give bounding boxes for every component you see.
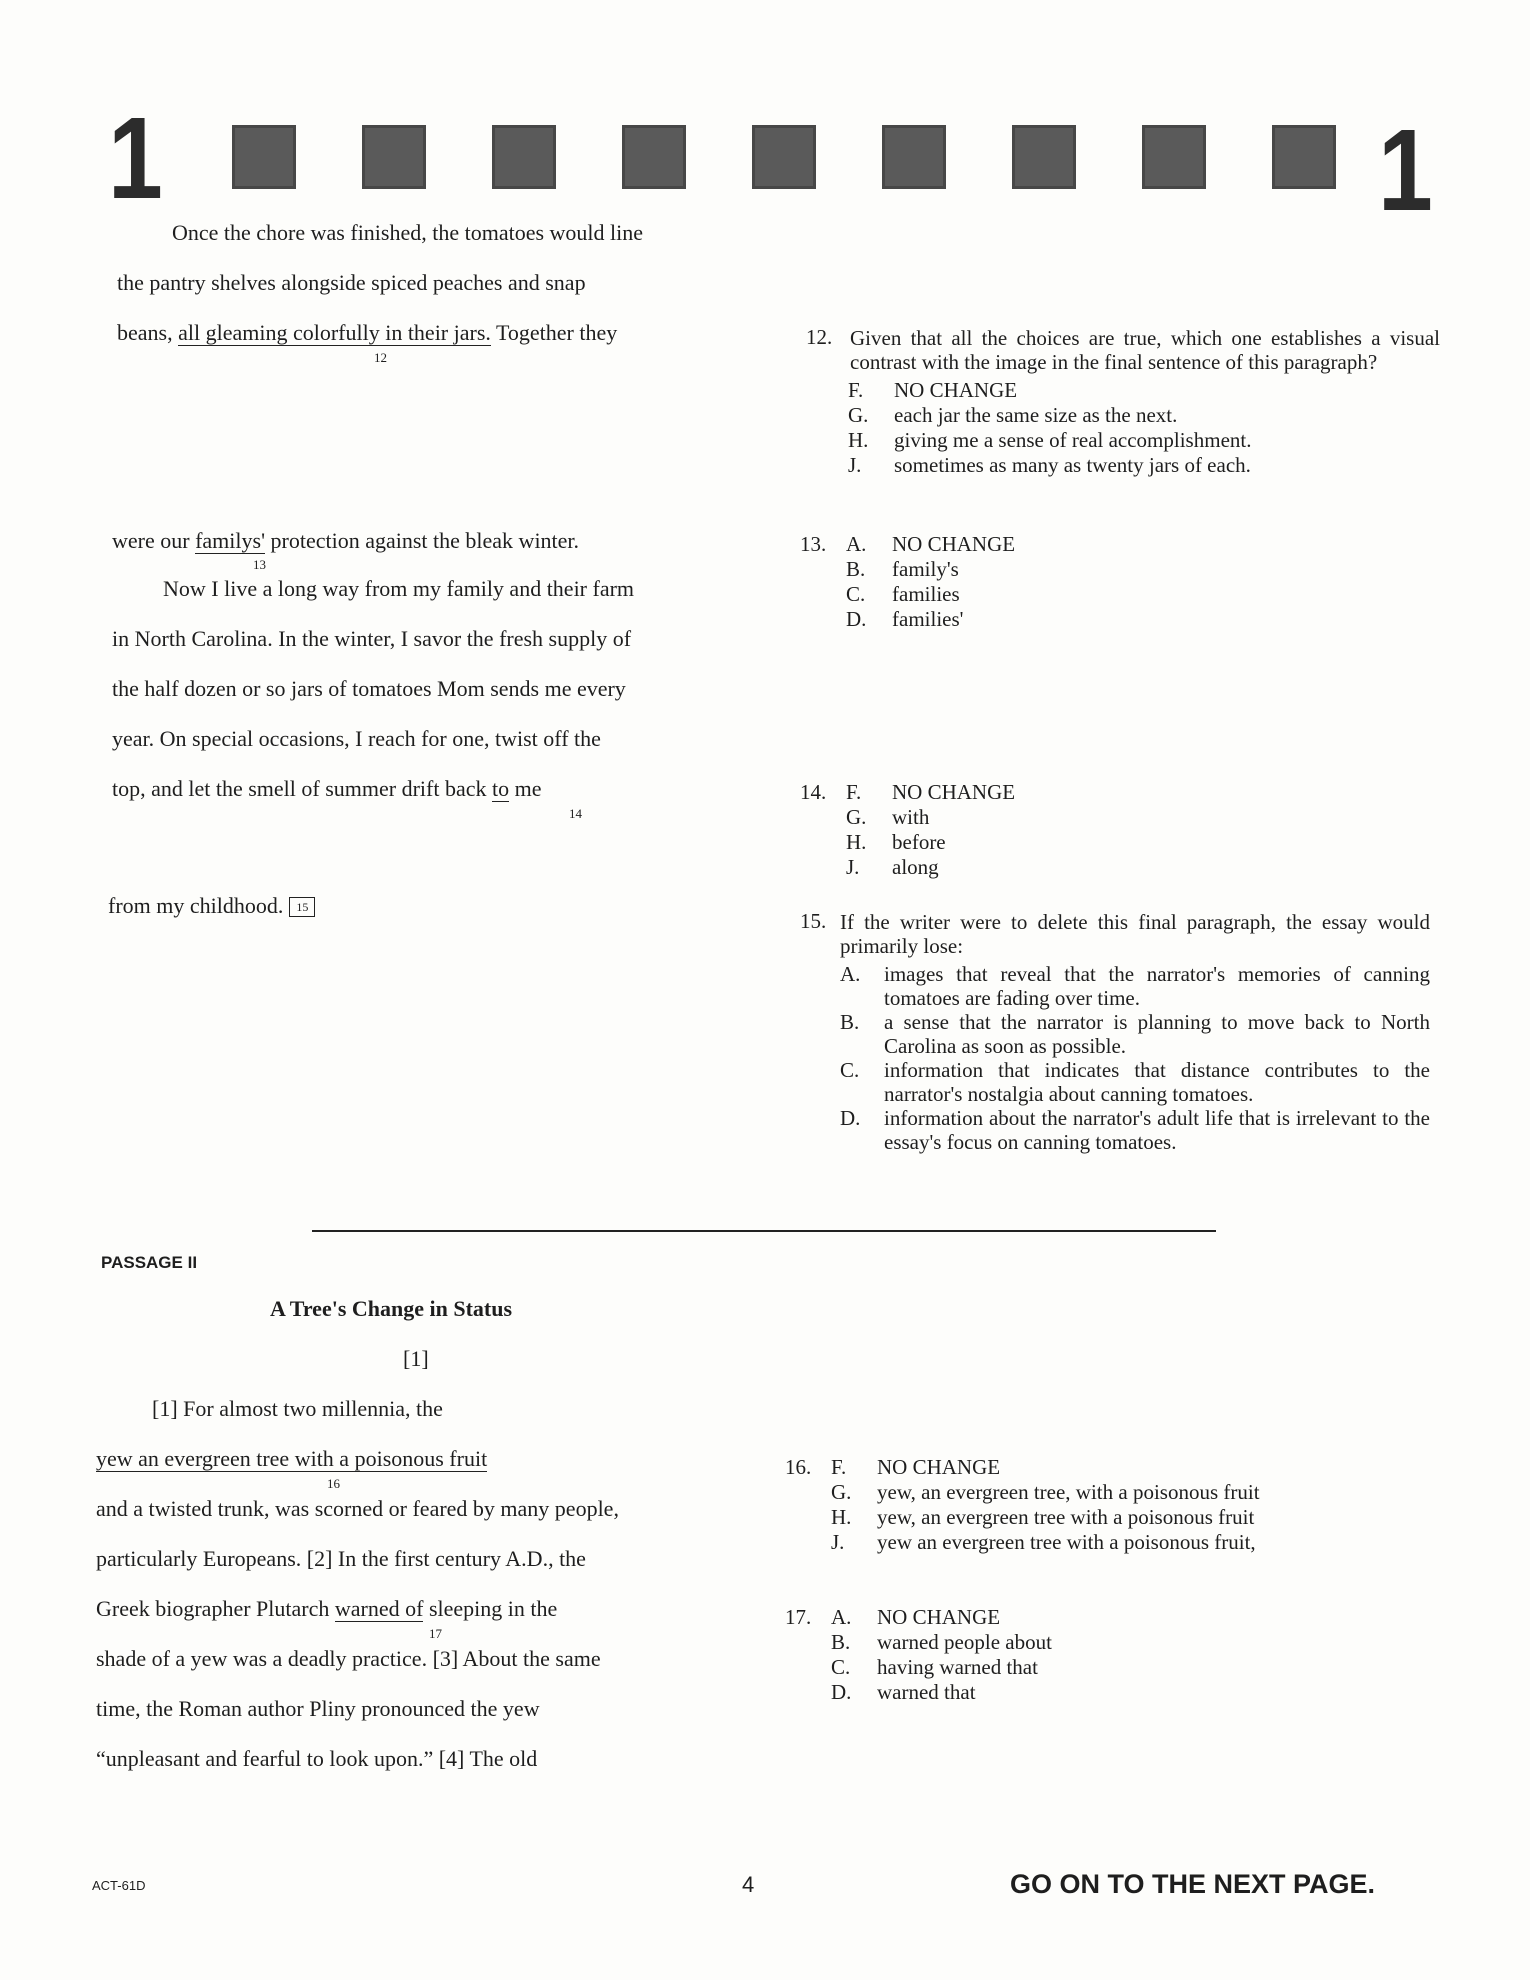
question-stem: If the writer were to delete this final paragraph, the essay would primarily lose: [840,910,1430,958]
passage-text: Together they [490,320,618,345]
passage-text: top, and let the smell of summer drift back [112,776,493,801]
option-text: families' [892,607,964,631]
passage-text: protection against the bleak winter. [265,528,580,553]
passage-line: time, the Roman author Pliny pronounced the yew [96,1696,540,1721]
option-text: NO CHANGE [894,378,1018,402]
question-12 [800,326,1440,478]
passage-line: particularly Europeans. [2] In the first century A.D., the [96,1546,586,1571]
option-letter: B. [840,1010,860,1034]
option-letter: H. [831,1505,852,1529]
option-letter: J. [848,453,862,477]
question-stem: Given that all the choices are true, which one establishes a visual contrast with the image in the final sentence of this paragraph? [850,326,1440,374]
answer-option[interactable] [848,428,1440,453]
question-number: 15. [800,909,827,933]
question-number: 13. [800,532,827,556]
header-square [1142,125,1206,189]
underlined-portion-14: to [492,776,510,801]
passage-line: [1] For almost two millennia, the [152,1396,443,1421]
passage-line [96,1598,557,1620]
underlined-portion-17: warned of [334,1596,424,1621]
option-text: families [892,582,960,606]
question-13 [800,532,1440,632]
answer-option[interactable] [840,962,1430,1010]
option-list [848,378,1440,478]
option-text: NO CHANGE [892,532,1016,556]
question-number: 12. [806,325,833,349]
question-number: 14. [800,780,827,804]
passage-text: me [509,776,542,801]
option-text: NO CHANGE [877,1605,1001,1629]
option-letter: B. [831,1630,851,1654]
passage-text: sleeping in the [423,1596,558,1621]
question-marker-16: 16 [327,1476,340,1491]
question-marker-17: 17 [429,1626,442,1641]
page-number: 4 [742,1872,755,1897]
underlined-portion-13: familys' [195,528,266,553]
option-letter: A. [840,962,861,986]
option-text: yew, an evergreen tree with a poisonous fruit [877,1505,1255,1529]
answer-option[interactable] [848,453,1440,478]
paragraph-number: [1] [403,1346,429,1371]
question-number: 17. [785,1605,812,1629]
passage-line: shade of a yew was a deadly practice. [3] About the same [96,1646,601,1671]
question-marker-14: 14 [569,806,582,821]
option-text: with [892,805,930,829]
answer-option[interactable] [848,378,1440,403]
answer-option[interactable] [840,1106,1430,1154]
form-code: ACT-61D [92,1878,146,1893]
option-letter: H. [846,830,867,854]
option-letter: A. [831,1605,852,1629]
passage-text: beans, [117,320,179,345]
option-letter: F. [831,1455,847,1479]
option-text: information that indicates that distance contributes to the narrator's nostalgia about canning tomatoes. [884,1058,1430,1106]
passage-text: were our [112,528,196,553]
answer-option[interactable] [848,403,1440,428]
next-page-notice: GO ON TO THE NEXT PAGE. [1010,1869,1376,1899]
section-number-left: 1 [108,93,163,223]
passage-line: in North Carolina. In the winter, I savor the fresh supply of [112,626,632,651]
underlined-portion-16: yew an evergreen tree with a poisonous fruit [96,1446,488,1471]
option-text: having warned that [877,1655,1038,1679]
answer-option[interactable] [831,1630,1445,1655]
option-letter: F. [848,378,864,402]
section-number-right: 1 [1378,105,1433,235]
option-text: along [892,855,939,879]
option-letter: H. [848,428,869,452]
header-square [882,125,946,189]
option-letter: G. [846,805,867,829]
answer-option[interactable] [846,607,1440,632]
answer-option[interactable] [785,1605,1445,1630]
option-text: before [892,830,946,854]
option-text: each jar the same size as the next. [894,403,1178,427]
option-letter: G. [848,403,869,427]
option-letter: B. [846,557,866,581]
question-17 [785,1605,1445,1705]
header-square [232,125,296,189]
answer-option[interactable] [800,780,1440,805]
option-text: giving me a sense of real accomplishment. [894,428,1252,452]
question-marker-12: 12 [374,350,387,365]
option-text: warned people about [877,1630,1052,1654]
option-text: sometimes as many as twenty jars of each. [894,453,1251,477]
option-text: a sense that the narrator is planning to move back to North Carolina as soon as possible. [884,1010,1430,1058]
passage-line [112,778,542,800]
question-number: 16. [785,1455,812,1479]
question-15 [800,910,1430,1154]
question-14 [800,780,1440,880]
passage-line: Once the chore was finished, the tomatoes would line [172,220,644,245]
answer-option[interactable] [831,1680,1445,1705]
option-letter: D. [846,607,867,631]
option-letter: C. [846,582,866,606]
passage-line [112,530,579,552]
option-text: NO CHANGE [892,780,1016,804]
option-text: images that reveal that the narrator's memories of canning tomatoes are fading over time. [884,962,1430,1010]
answer-option[interactable] [846,582,1440,607]
option-letter: F. [846,780,862,804]
option-text: warned that [877,1680,976,1704]
passage-text: Greek biographer Plutarch [96,1596,335,1621]
option-text: yew, an evergreen tree, with a poisonous fruit [877,1480,1260,1504]
underlined-portion-12: all gleaming colorfully in their jars. [178,320,491,345]
passage-title: A Tree's Change in Status [270,1296,513,1321]
question-box-15: 15 [289,897,315,917]
option-letter: C. [840,1058,860,1082]
answer-option[interactable] [846,855,1440,880]
answer-option[interactable] [831,1655,1445,1680]
passage-line: and a twisted trunk, was scorned or feared by many people, [96,1496,619,1521]
passage-divider [312,1230,1216,1232]
header-square [752,125,816,189]
answer-option[interactable] [831,1480,1445,1505]
option-letter: A. [846,532,867,556]
answer-option[interactable] [831,1505,1445,1530]
option-text: information about the narrator's adult life that is irrelevant to the essay's focus on canning tomatoes. [884,1106,1430,1154]
answer-option[interactable] [800,532,1440,557]
header-square [1012,125,1076,189]
passage-label: PASSAGE II [101,1253,198,1272]
answer-option[interactable] [846,830,1440,855]
answer-option[interactable] [840,1058,1430,1106]
option-letter: G. [831,1480,852,1504]
answer-option[interactable] [785,1455,1445,1480]
passage-line: Now I live a long way from my family and their farm [163,576,635,601]
header-square [492,125,556,189]
option-letter: D. [831,1680,852,1704]
passage-line: the pantry shelves alongside spiced peaches and snap [117,270,586,295]
passage-text: from my childhood. [108,893,284,918]
passage-line [108,895,315,917]
option-letter: J. [846,855,860,879]
option-letter: C. [831,1655,851,1679]
option-text: NO CHANGE [877,1455,1001,1479]
header-square [362,125,426,189]
option-letter: J. [831,1530,845,1554]
question-marker-13: 13 [253,557,266,572]
passage-line: the half dozen or so jars of tomatoes Mom sends me every [112,676,626,701]
header-square [1272,125,1336,189]
answer-option[interactable] [846,557,1440,582]
passage-line [96,1448,487,1470]
header-square [622,125,686,189]
question-16 [785,1455,1445,1555]
answer-option[interactable] [831,1530,1445,1555]
answer-option[interactable] [840,1010,1430,1058]
option-list [840,962,1430,1154]
option-letter: D. [840,1106,861,1130]
option-text: family's [892,557,959,581]
passage-line: “unpleasant and fearful to look upon.” [4] The old [96,1746,538,1771]
passage-line [117,322,617,344]
option-text: yew an evergreen tree with a poisonous fruit, [877,1530,1256,1554]
answer-option[interactable] [846,805,1440,830]
passage-line: year. On special occasions, I reach for one, twist off the [112,726,601,751]
